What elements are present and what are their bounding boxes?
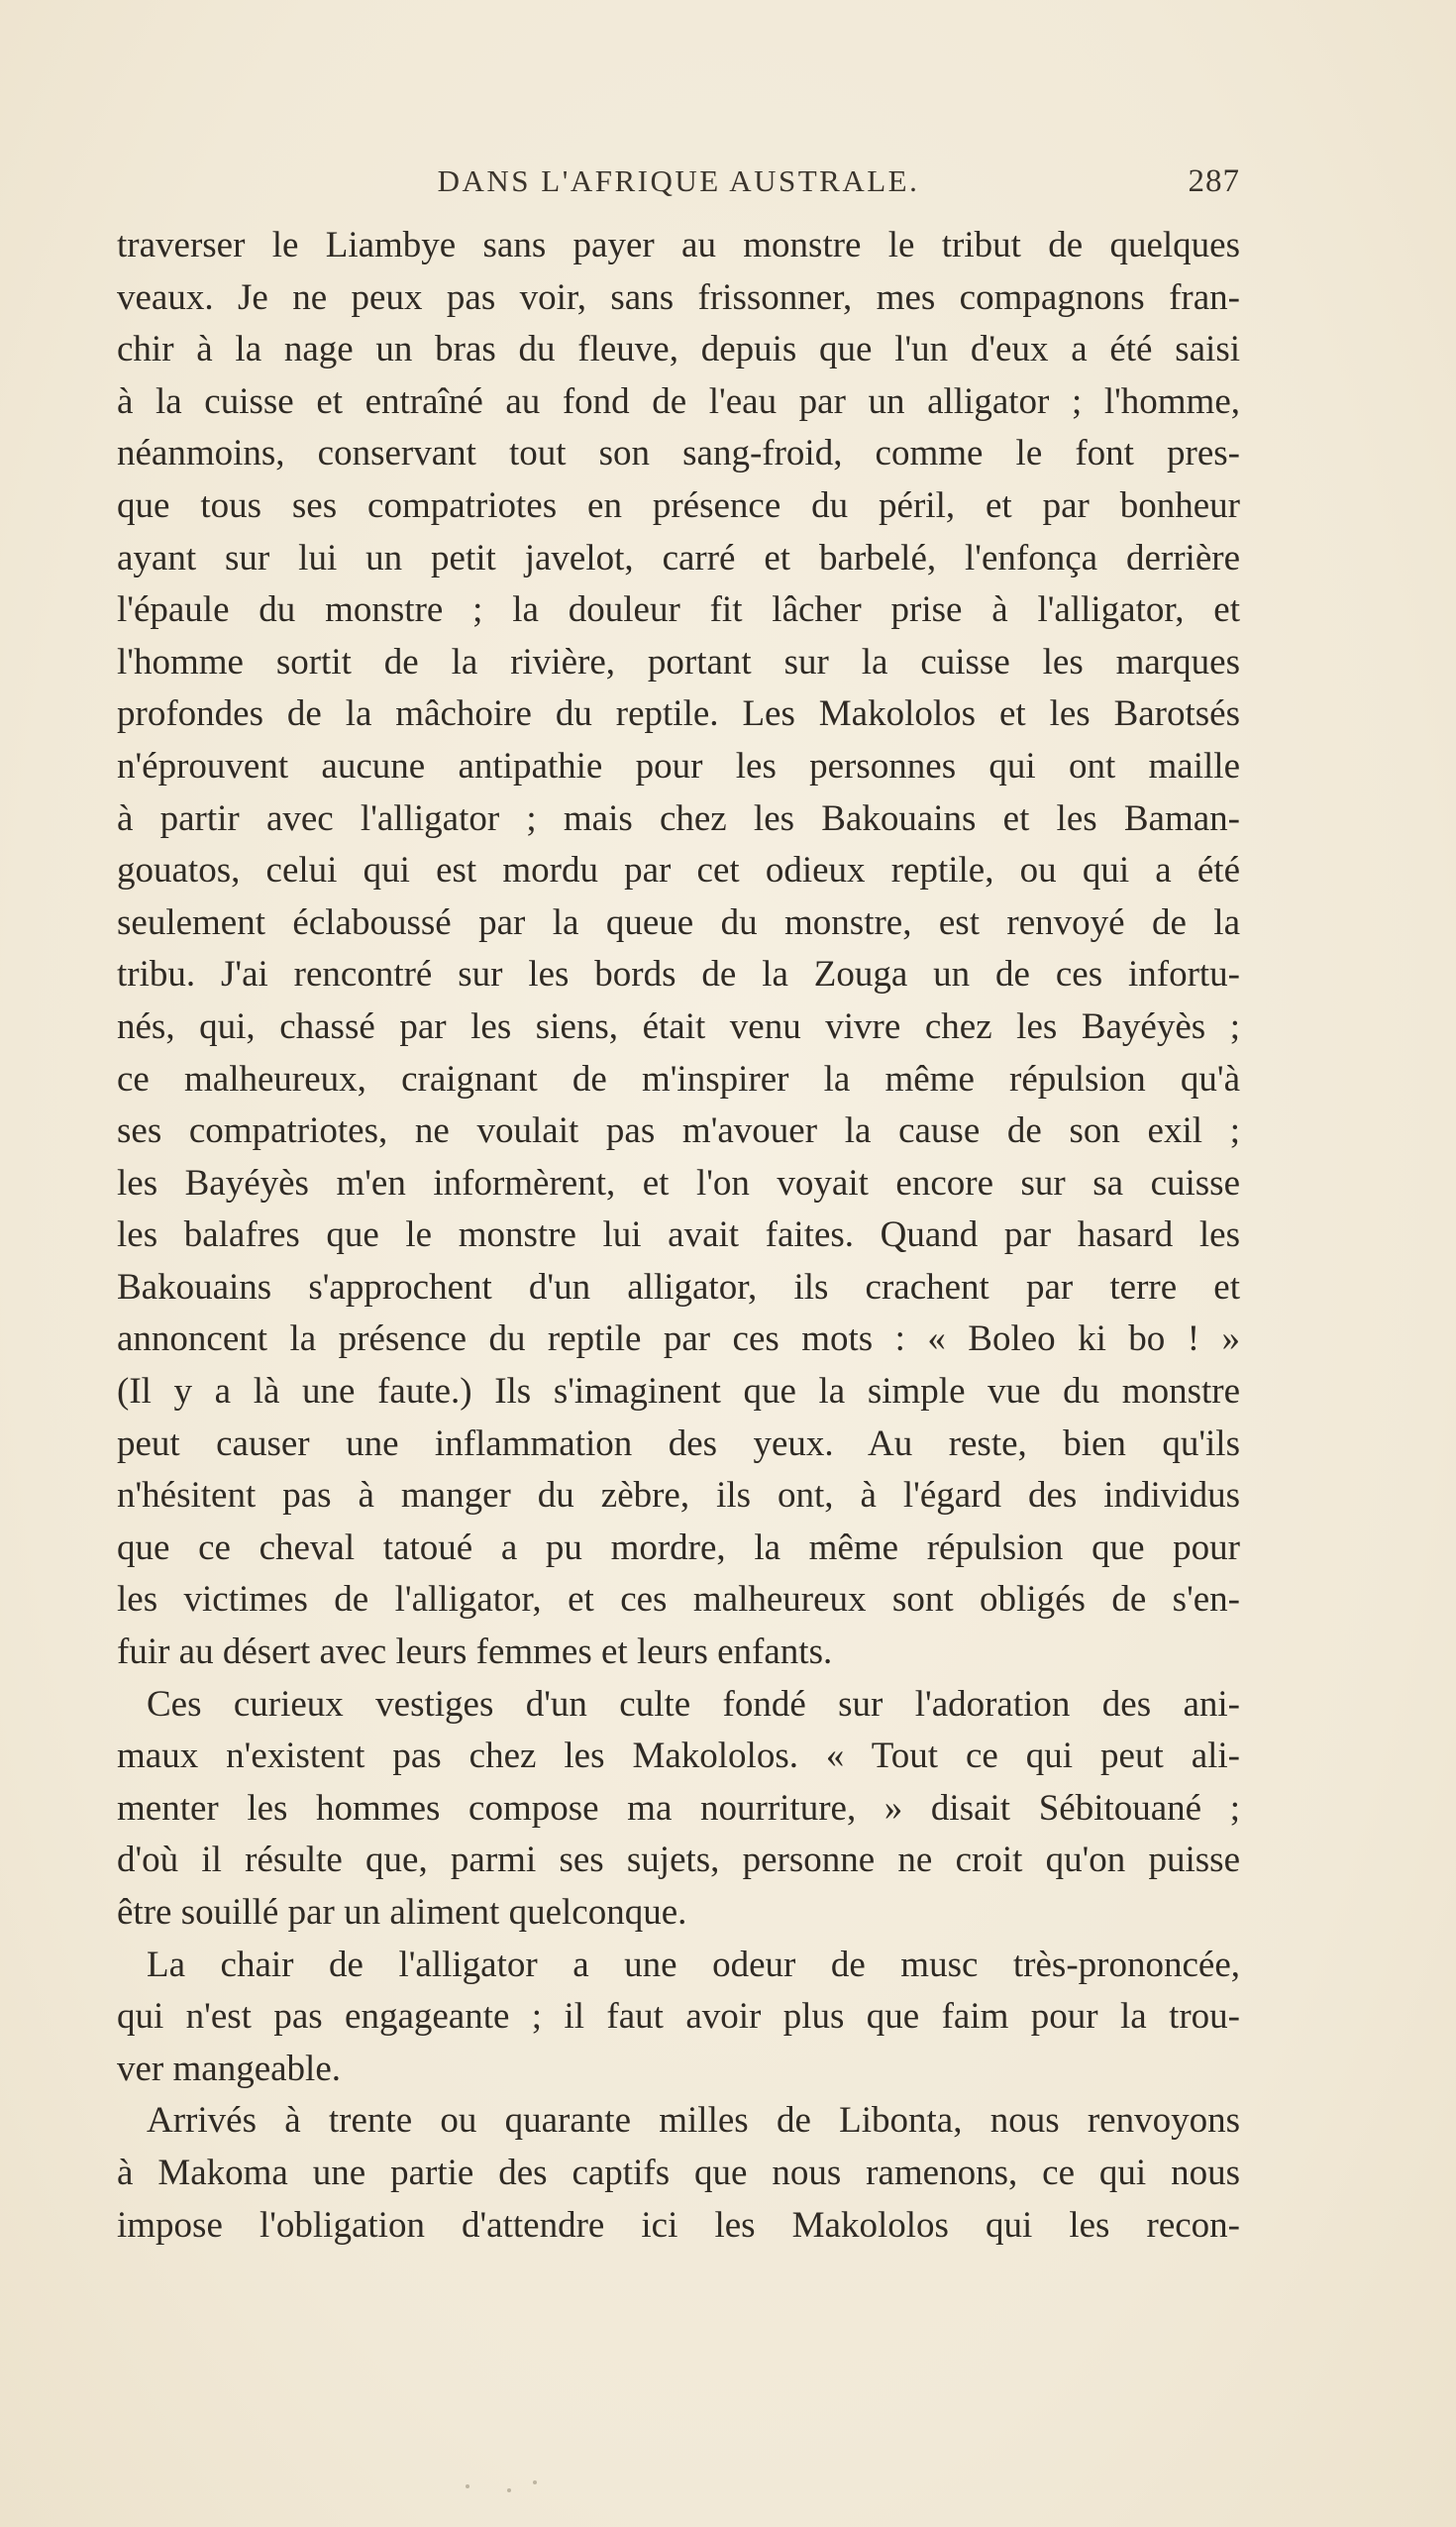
paragraph-4 bbox=[117, 2095, 1240, 2252]
text-line: menter les hommes compose ma nourriture, » disait Sébitouané ; bbox=[117, 1787, 1240, 1829]
text-line: Ces curieux vestiges d'un culte fondé sur l'adoration des ani- bbox=[147, 1683, 1240, 1725]
text-line: l'homme sortit de la rivière, portant sur la cuisse les marques bbox=[117, 641, 1240, 683]
paragraph-2 bbox=[117, 1679, 1240, 1940]
text-line: traverser le Liambye sans payer au monstre le tribut de quelques bbox=[117, 225, 1240, 265]
text-line: gouatos, celui qui est mordu par cet odieux reptile, ou qui a été bbox=[117, 850, 1240, 892]
body-text bbox=[117, 220, 1240, 2252]
text-line: veaux. Je ne peux pas voir, sans frissonner, mes compagnons fran- bbox=[117, 276, 1240, 318]
paper-speck bbox=[466, 2484, 469, 2488]
text-line: La chair de l'alligator a une odeur de musc très-prononcée, bbox=[147, 1944, 1240, 1985]
text-line: qui n'est pas engageante ; il faut avoir plus que faim pour la trou- bbox=[117, 1996, 1240, 2038]
paragraph-1 bbox=[117, 220, 1240, 1679]
text-line: n'hésitent pas à manger du zèbre, ils ont, à l'égard des individus bbox=[117, 1475, 1240, 1517]
paragraph-3 bbox=[117, 1940, 1240, 2096]
running-title: DANS L'AFRIQUE AUSTRALE. bbox=[437, 163, 920, 198]
paper-speck bbox=[507, 2488, 511, 2492]
text-line: à la cuisse et entraîné au fond de l'eau par un alligator ; l'homme, bbox=[117, 380, 1240, 422]
text-line: ce malheureux, craignant de m'inspirer la même répulsion qu'à bbox=[117, 1058, 1240, 1100]
text-line: les victimes de l'alligator, et ces malheureux sont obligés de s'en- bbox=[117, 1579, 1240, 1621]
text-line: que ce cheval tatoué a pu mordre, la même répulsion que pour bbox=[117, 1527, 1240, 1568]
text-line: maux n'existent pas chez les Makololos. « Tout ce qui peut ali- bbox=[117, 1736, 1240, 1777]
text-line: Bakouains s'approchent d'un alligator, ils crachent par terre et bbox=[117, 1266, 1240, 1308]
text-line: fuir au désert avec leurs femmes et leurs enfants. bbox=[117, 1632, 833, 1673]
text-line: à Makoma une partie des captifs que nous ramenons, ce qui nous bbox=[117, 2152, 1240, 2193]
paper-speck bbox=[533, 2480, 537, 2484]
text-line: chir à la nage un bras du fleuve, depuis que l'un d'eux a été saisi bbox=[117, 329, 1240, 370]
text-line: ayant sur lui un petit javelot, carré et barbelé, l'enfonça derrière bbox=[117, 537, 1240, 579]
text-line: les balafres que le monstre lui avait faites. Quand par hasard les bbox=[117, 1214, 1240, 1256]
text-line: d'où il résulte que, parmi ses sujets, personne ne croit qu'on puisse bbox=[117, 1840, 1240, 1881]
text-line: être souillé par un aliment quelconque. bbox=[117, 1892, 687, 1933]
text-line: ver mangeable. bbox=[117, 2048, 341, 2089]
text-line: seulement éclaboussé par la queue du monstre, est renvoyé de la bbox=[117, 901, 1240, 943]
text-line: Arrivés à trente ou quarante milles de Libonta, nous renvoyons bbox=[147, 2100, 1240, 2142]
text-line: (Il y a là une faute.) Ils s'imaginent que la simple vue du monstre bbox=[117, 1371, 1240, 1413]
text-line: néanmoins, conservant tout son sang-froid, comme le font pres- bbox=[117, 433, 1240, 474]
running-head bbox=[117, 163, 1240, 207]
text-line: nés, qui, chassé par les siens, était venu vivre chez les Bayéyès ; bbox=[117, 1005, 1240, 1047]
text-line: que tous ses compatriotes en présence du péril, et par bonheur bbox=[117, 484, 1240, 526]
text-line: profondes de la mâchoire du reptile. Les Makololos et les Barotsés bbox=[117, 693, 1240, 735]
text-line: annoncent la présence du reptile par ces mots : « Boleo ki bo ! » bbox=[117, 1318, 1240, 1360]
text-line: ses compatriotes, ne voulait pas m'avouer la cause de son exil ; bbox=[117, 1110, 1240, 1152]
text-line: à partir avec l'alligator ; mais chez les Bakouains et les Baman- bbox=[117, 797, 1240, 839]
text-line: l'épaule du monstre ; la douleur fit lâcher prise à l'alligator, et bbox=[117, 589, 1240, 631]
text-line: n'éprouvent aucune antipathie pour les personnes qui ont maille bbox=[117, 745, 1240, 787]
page-number: 287 bbox=[1188, 163, 1240, 199]
text-line: les Bayéyès m'en informèrent, et l'on voyait encore sur sa cuisse bbox=[117, 1162, 1240, 1204]
text-line: peut causer une inflammation des yeux. Au reste, bien qu'ils bbox=[117, 1422, 1240, 1464]
text-line: tribu. J'ai rencontré sur les bords de la Zouga un de ces infortu- bbox=[117, 954, 1240, 996]
text-line: impose l'obligation d'attendre ici les Makololos qui les recon- bbox=[117, 2204, 1240, 2246]
